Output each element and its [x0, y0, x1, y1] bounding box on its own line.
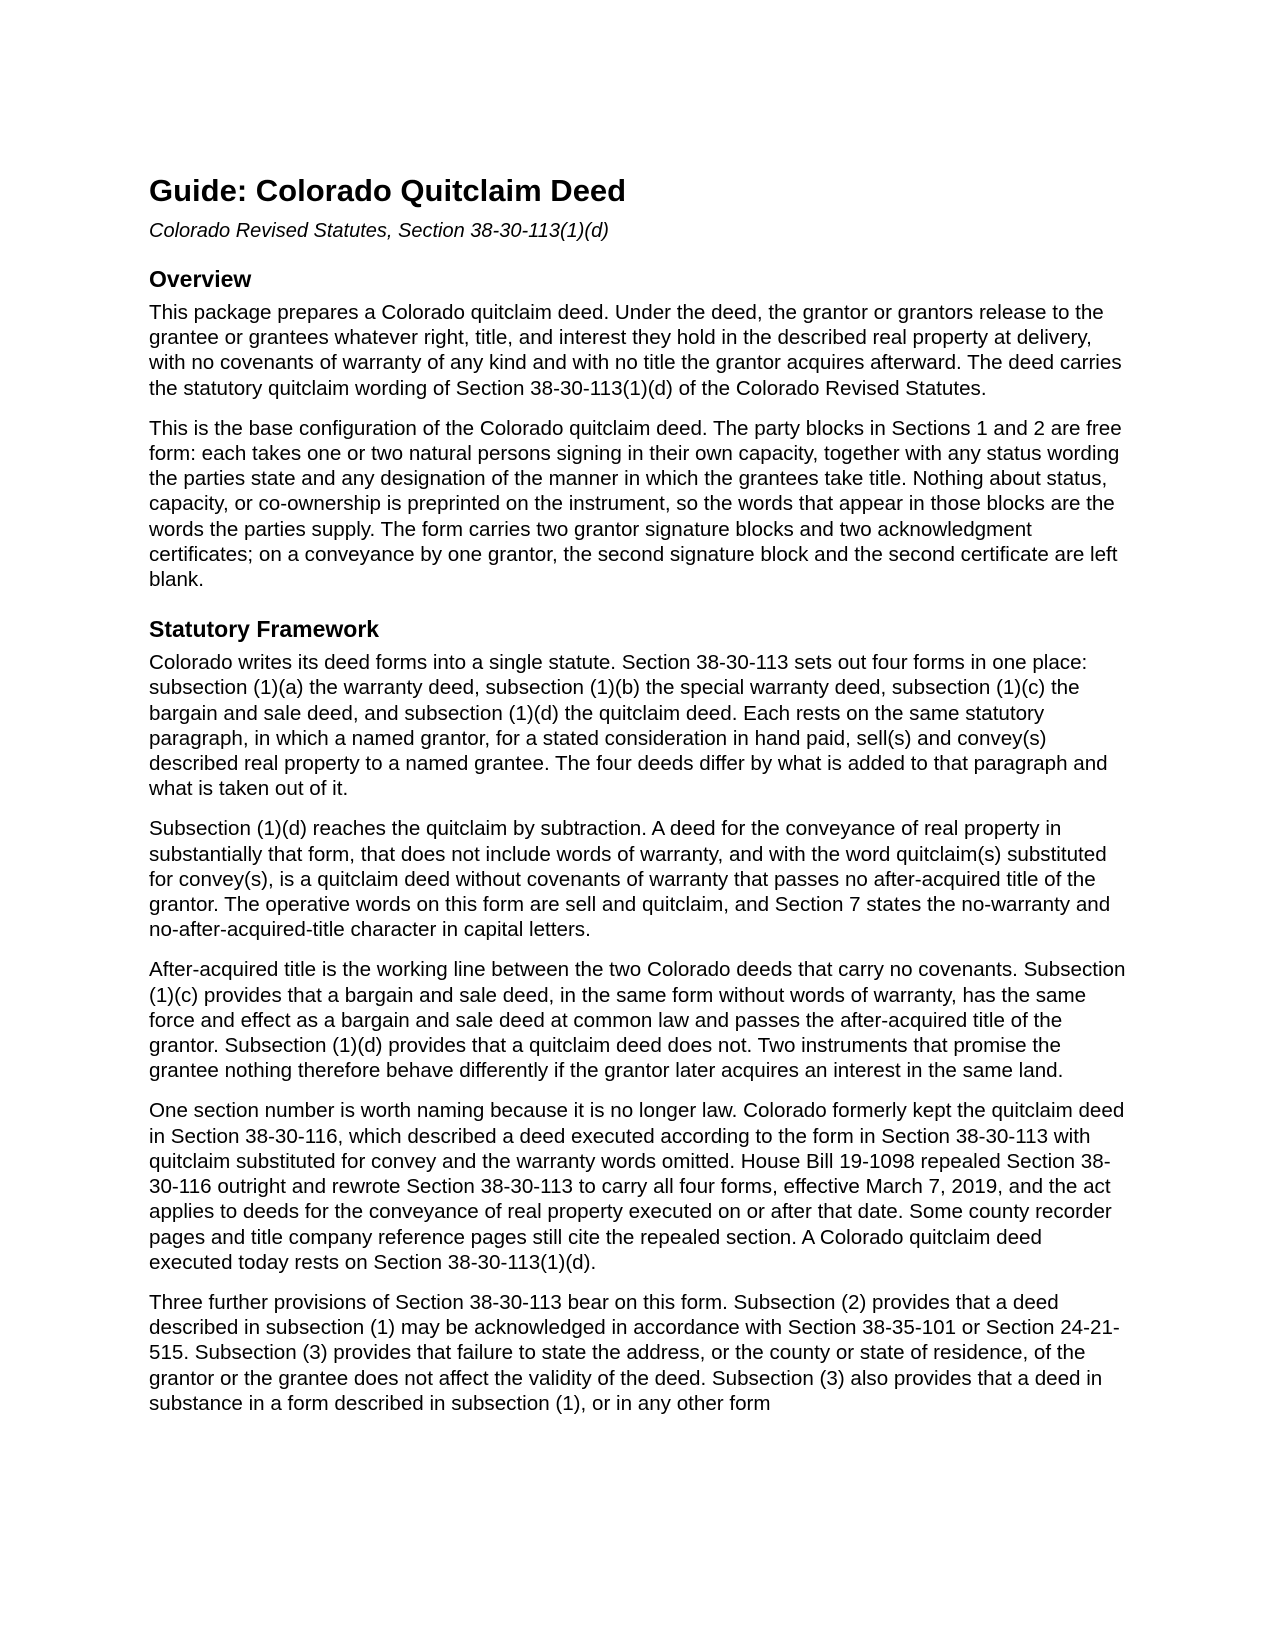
framework-paragraph-1: Colorado writes its deed forms into a single statute. Section 38-30-113 sets out four forms in one place: subsection (1)(a) the warranty deed, subsection (1)(b) the special warranty deed, subsection (1)(c) the bargain and sale deed, and subsection (1)(d) the quitclaim deed. Each rests on the same statutory paragraph, in which a named grantor, for a stated consideration in hand paid, sell(s) and convey(s) described real property to a named grantee. The four deeds differ by what is added to that paragraph and what is taken out of it. — [149, 651, 1108, 801]
overview-paragraph-2: This is the base configuration of the Colorado quitclaim deed. The party blocks in Sections 1 and 2 are free form: each takes one or two natural persons signing in their own capacity, together with any status wording the parties state and any designation of the manner in which the grantees take title. Nothing about status, capacity, or co-ownership is preprinted on the instrument, so the words that appear in those blocks are the words the parties supply. The form carries two grantor signature blocks and two acknowledgment certificates; on a conveyance by one grantor, the second signature block and the second certificate are left blank. — [149, 416, 1122, 592]
section-statutory-framework — [149, 614, 1129, 1416]
section-heading-overview: Overview — [149, 266, 252, 292]
section-overview — [149, 264, 1129, 592]
section-heading-statutory-framework: Statutory Framework — [149, 616, 380, 643]
document-page — [149, 172, 1129, 1416]
overview-paragraph-1: This package prepares a Colorado quitclaim deed. Under the deed, the grantor or grantors release to the grantee or grantees whatever right, title, and interest they hold in the described real property at delivery, with no covenants of warranty of any kind and with no title the grantor acquires afterward. The deed carries the statutory quitclaim wording of Section 38-30-113(1)(d) of the Colorado Revised Statutes. — [149, 301, 1122, 400]
document-subtitle: Colorado Revised Statutes, Section 38-30-113(1)(d) — [149, 220, 609, 242]
document-title: Guide: Colorado Quitclaim Deed — [149, 173, 627, 208]
framework-paragraph-4: One section number is worth naming because it is no longer law. Colorado formerly kept the quitclaim deed in Section 38-30-116, which described a deed executed according to the form in Section 38-30-113 with quitclaim substituted for convey and the warranty words omitted. House Bill 19-1098 repealed Section 38-30-116 outright and rewrote Section 38-30-113 to carry all four forms, effective March 7, 2019, and the act applies to deeds for the conveyance of real property executed on or after that date. Some county recorder pages and title company reference pages still cite the repealed section. A Colorado quitclaim deed executed today rests on Section 38-30-113(1)(d). — [149, 1099, 1125, 1274]
framework-paragraph-2: Subsection (1)(d) reaches the quitclaim by subtraction. A deed for the conveyance of real property in substantially that form, that does not include words of warranty, and with the word quitclaim(s) substituted for convey(s), is a quitclaim deed without covenants of warranty that passes no after-acquired title of the grantor. The operative words on this form are sell and quitclaim, and Section 7 states the no-warranty and no-after-acquired-title character in capital letters. — [149, 817, 1111, 942]
framework-paragraph-3: After-acquired title is the working line between the two Colorado deeds that carry no covenants. Subsection (1)(c) provides that a bargain and sale deed, in the same form without words of warranty, has the same force and effect as a bargain and sale deed at common law and passes the after-acquired title of the grantor. Subsection (1)(d) provides that a quitclaim deed does not. Two instruments that promise the grantee nothing therefore behave differently if the grantor later acquires an interest in the same land. — [149, 958, 1126, 1083]
framework-paragraph-5: Three further provisions of Section 38-30-113 bear on this form. Subsection (2) provides that a deed described in subsection (1) may be acknowledged in accordance with Section 38-35-101 or Section 24-21-515. Subsection (3) provides that failure to state the address, or the county or state of residence, of the grantor or the grantee does not affect the validity of the deed. Subsection (3) also provides that a deed in substance in a form described in subsection (1), or in any other form — [149, 1290, 1120, 1415]
